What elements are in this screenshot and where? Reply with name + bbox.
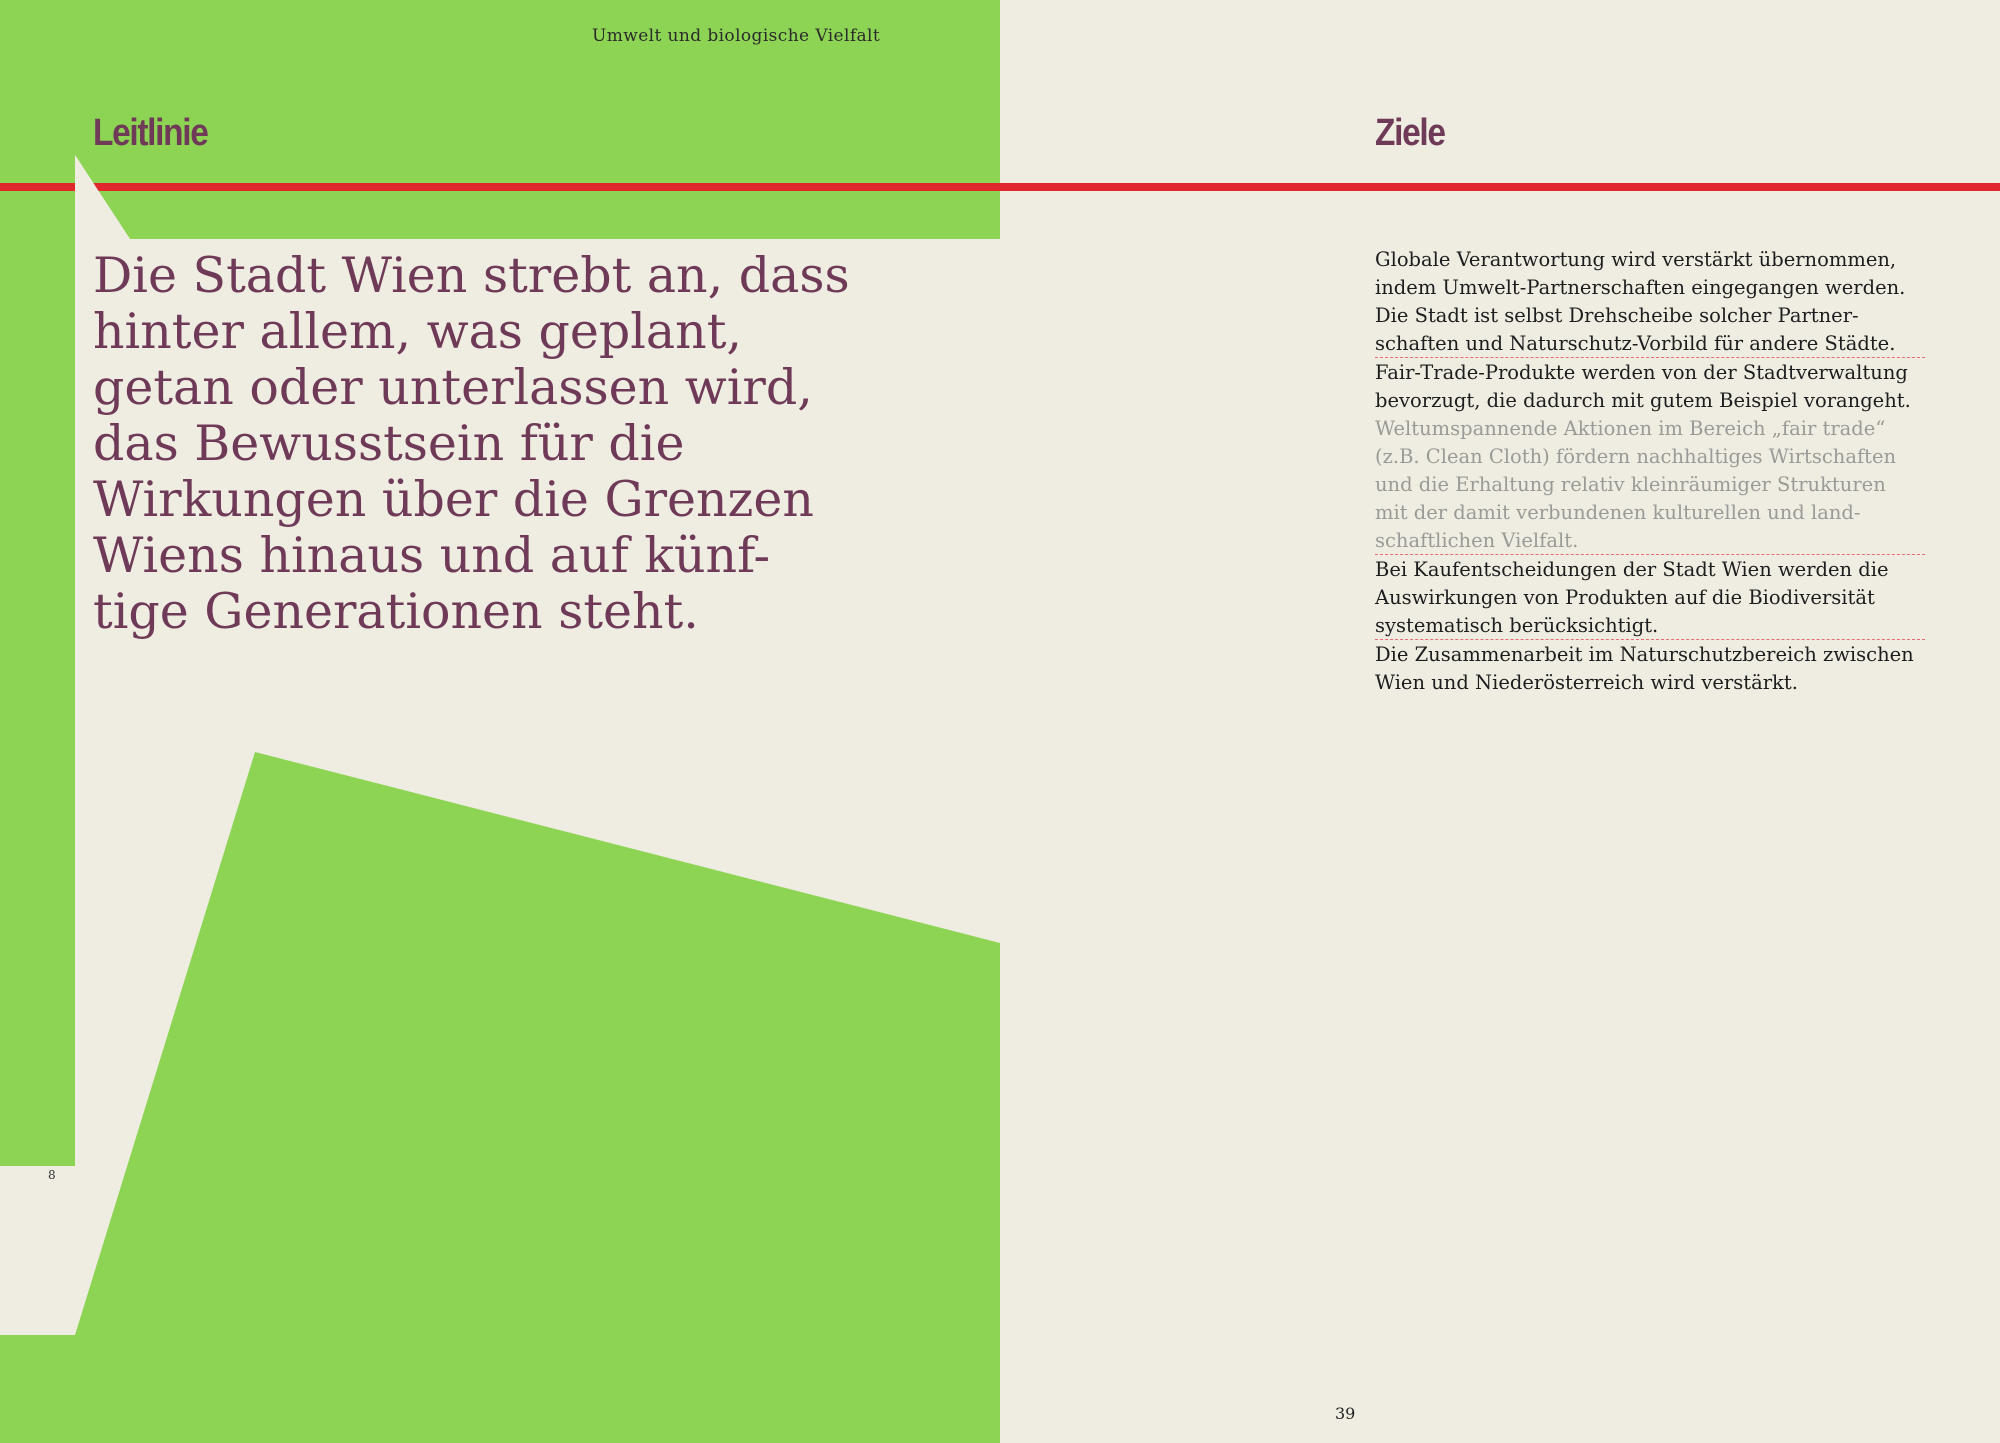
leitlinie-title: Leitlinie <box>93 112 208 154</box>
page-number-right: 39 <box>1335 1404 1356 1423</box>
goal-item <box>1375 246 1925 358</box>
statement-line: Wirkungen über die Grenzen <box>93 471 814 528</box>
goal-line: systematisch berücksichtigt. <box>1375 614 1659 637</box>
goal-item <box>1375 556 1925 640</box>
goal-note-line: mit der damit verbundenen kulturellen und land- <box>1375 501 1861 524</box>
statement-line: hinter allem, was geplant, <box>93 303 742 360</box>
fold-corner <box>0 0 140 260</box>
red-rule <box>0 183 2000 191</box>
goal-line: Die Zusammenarbeit im Naturschutzbereich zwischen <box>1375 643 1914 666</box>
statement-line: das Bewusstsein für die <box>93 415 685 472</box>
goal-line: Fair-Trade-Produkte werden von der Stadtverwaltung <box>1375 361 1908 384</box>
goals-list <box>1375 246 1925 697</box>
goal-line: bevorzugt, die dadurch mit gutem Beispiel vorangeht. <box>1375 389 1911 412</box>
goal-line: schaften und Naturschutz-Vorbild für andere Städte. <box>1375 332 1896 355</box>
goal-item <box>1375 641 1925 697</box>
goal-note-line: und die Erhaltung relativ kleinräumiger Strukturen <box>1375 473 1886 496</box>
ziele-title: Ziele <box>1375 112 1445 154</box>
right-page <box>1000 0 2000 1443</box>
page-number-left: 8 <box>48 1168 56 1182</box>
goal-note-line: (z.B. Clean Cloth) fördern nachhaltiges Wirtschaften <box>1375 445 1897 468</box>
leitlinie-statement <box>93 248 913 640</box>
goal-line: Die Stadt ist selbst Drehscheibe solcher Partner- <box>1375 304 1859 327</box>
statement-line: getan oder unterlassen wird, <box>93 359 813 416</box>
running-head: Umwelt und biologische Vielfalt <box>592 26 881 46</box>
goal-note-line: schaftlichen Vielfalt. <box>1375 529 1579 552</box>
goal-item <box>1375 359 1925 555</box>
goal-line: Wien und Niederösterreich wird verstärkt. <box>1375 671 1798 694</box>
statement-line: Die Stadt Wien strebt an, dass <box>93 247 850 304</box>
goal-line: Globale Verantwortung wird verstärkt übernommen, <box>1375 248 1897 271</box>
goal-line: Bei Kaufentscheidungen der Stadt Wien werden die <box>1375 558 1889 581</box>
statement-line: tige Generationen steht. <box>93 583 699 640</box>
statement-line: Wiens hinaus und auf künf- <box>93 527 771 584</box>
goal-line: indem Umwelt-Partnerschaften eingegangen werden. <box>1375 276 1906 299</box>
goal-line: Auswirkungen von Produkten auf die Biodiversität <box>1375 586 1875 609</box>
goal-note-line: Weltumspannende Aktionen im Bereich „fair trade“ <box>1375 417 1886 440</box>
